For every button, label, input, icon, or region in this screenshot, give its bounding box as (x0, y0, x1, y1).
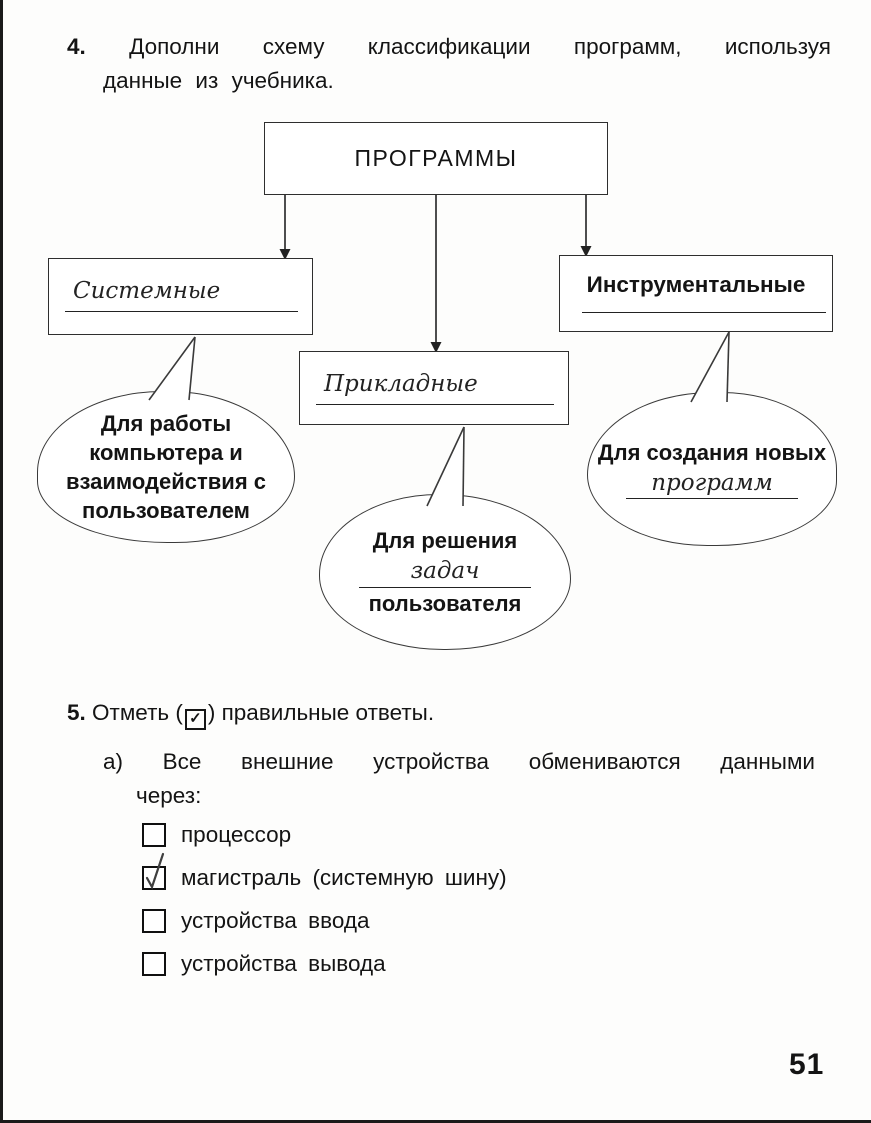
system-handwritten-answer: Системные (73, 278, 221, 304)
bubble-instrumental-before: Для создания новых (597, 439, 827, 465)
task-5a-label: а) (103, 749, 124, 774)
instrumental-label: Инструментальные (586, 272, 806, 297)
answer-option (142, 856, 507, 899)
task-5-number: 5. (67, 700, 86, 725)
task-4-line1 (67, 30, 831, 64)
applied-answer-blank[interactable] (316, 404, 554, 405)
task-5-prefix: Отметь ( (92, 700, 183, 725)
bubble-applied-before: Для решения (372, 528, 518, 554)
option-label: магистраль (системную шину) (181, 864, 507, 890)
option-label: устройства вывода (181, 950, 386, 976)
bubble-instrumental (587, 392, 837, 546)
applied-handwritten-answer: Прикладные (324, 371, 478, 397)
bubble-instrumental-blank[interactable] (626, 468, 798, 499)
task-5-header (67, 700, 434, 730)
bubble-applied (319, 494, 571, 650)
bubble-applied-handwritten: задач (410, 558, 480, 585)
checked-box-icon (185, 709, 206, 730)
bubble-applied-after: пользователя (368, 590, 522, 616)
diagram-box-instrumental (559, 255, 833, 332)
system-answer-blank[interactable] (65, 311, 298, 312)
checkbox-processor[interactable] (142, 823, 166, 847)
answer-option (142, 813, 507, 856)
task-5a (103, 745, 815, 813)
task-5a-line1 (103, 745, 815, 779)
check-symbol: ✓ (189, 710, 202, 727)
diagram-root-label: ПРОГРАММЫ (354, 145, 518, 171)
diagram-box-applied (299, 351, 569, 425)
checkbox-bus[interactable] (142, 866, 166, 890)
task-5a-line2: через: (136, 782, 202, 808)
answer-options (142, 813, 507, 985)
task-4-line2: данные из учебника. (103, 67, 334, 93)
diagram-box-system (48, 258, 313, 335)
checkbox-input-devices[interactable] (142, 909, 166, 933)
option-label: устройства ввода (181, 907, 370, 933)
checkmark-icon (136, 851, 172, 893)
bubble-system-text: Для работы компьютера и взаимодействия с пользователем (65, 410, 267, 524)
answer-option (142, 899, 507, 942)
task-5-suffix: ) правильные ответы. (207, 700, 435, 725)
task-4-header (67, 30, 831, 98)
task-4-text: Дополни схему классификации программ, используя (129, 34, 831, 59)
option-label: процессор (181, 821, 292, 847)
bubble-system (37, 391, 295, 543)
bubble-applied-blank[interactable] (359, 556, 531, 587)
task-5a-text: Все внешние устройства обмениваются данными (162, 749, 815, 774)
instrumental-answer-blank[interactable] (582, 312, 826, 313)
page-number: 51 (789, 1048, 825, 1081)
answer-option (142, 942, 507, 985)
bubble-instrumental-handwritten: программ (651, 469, 773, 496)
checkbox-output-devices[interactable] (142, 952, 166, 976)
program-classification-diagram (3, 110, 871, 675)
task-4-number: 4. (67, 34, 86, 59)
diagram-root-box (264, 122, 608, 195)
